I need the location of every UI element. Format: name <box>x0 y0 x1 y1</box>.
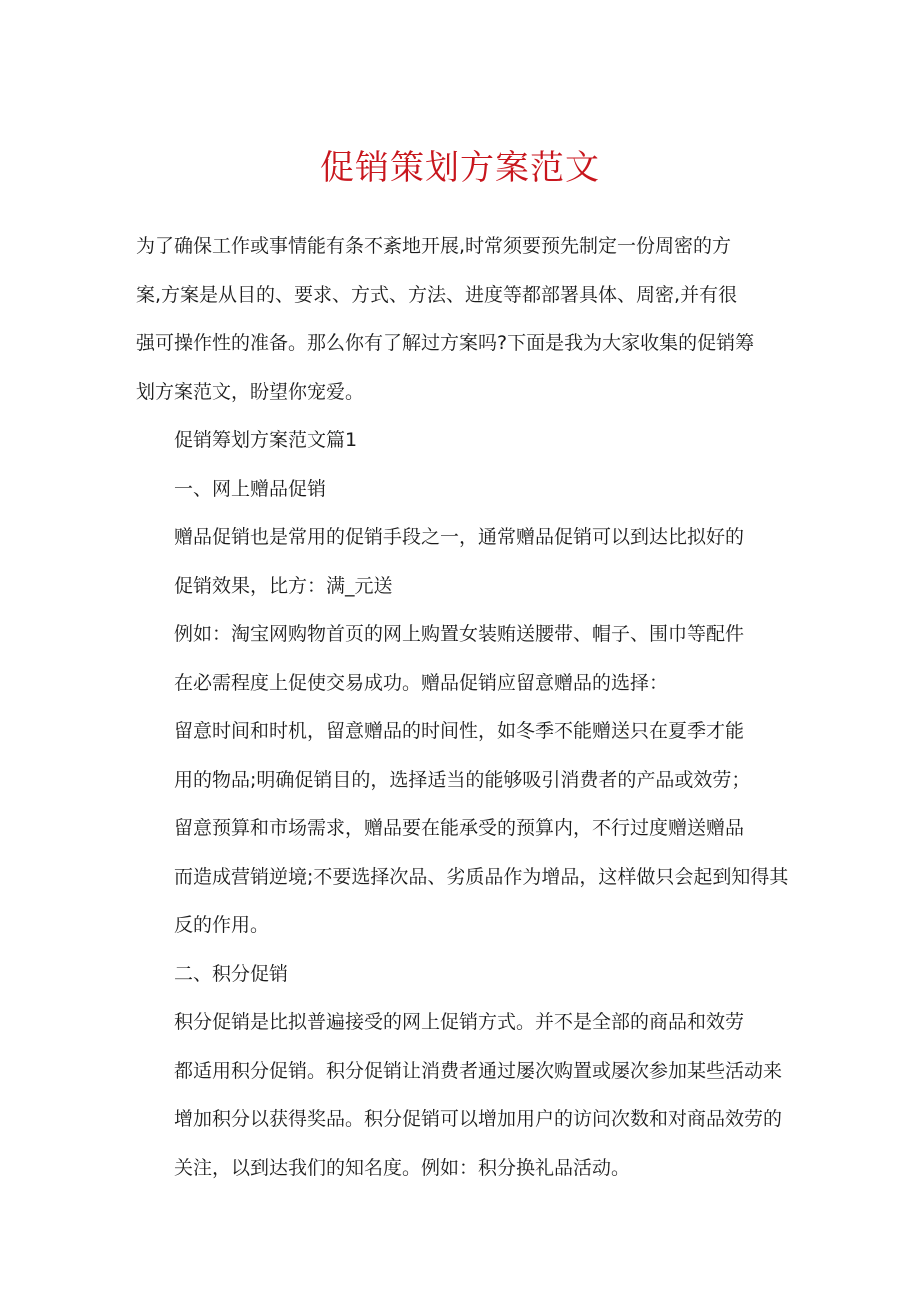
paragraph <box>136 513 786 610</box>
paragraph <box>136 998 786 1192</box>
paragraph <box>136 465 786 514</box>
text-line: 例如：淘宝网购物首页的网上购置女装贿送腰带、帽子、围巾等配件 <box>174 623 745 645</box>
document-body <box>136 222 789 1192</box>
text-line: 反的作用。 <box>174 914 270 936</box>
paragraph <box>136 707 786 804</box>
text-line: 促销筹划方案范文篇1 <box>174 429 358 451</box>
text-line: 赠品促销也是常用的促销手段之一，通常赠品促销可以到达比拟好的 <box>174 526 745 548</box>
paragraph <box>136 222 786 416</box>
text-line: 在必需程度上促使交易成功。赠品促销应留意赠品的选择： <box>174 671 669 694</box>
text-line: 都适用积分促销。积分促销让消费者通过屡次购置或屡次参加某些活动来 <box>174 1059 783 1082</box>
text-line: 二、积分促销 <box>174 962 289 985</box>
text-line: 为了确保工作或事情能有条不紊地开展,时常须要预先制定一份周密的方 <box>136 235 732 257</box>
text-line: 用的物品;明确促销目的，选择适当的能够吸引消费者的产品或效劳； <box>174 768 751 791</box>
text-line: 强可操作性的准备。那么你有了解过方案吗?下面是我为大家收集的促销筹 <box>136 332 755 354</box>
text-line: 而造成营销逆境;不要选择次品、劣质品作为增品，这样做只会起到知得其 <box>174 865 789 888</box>
paragraph <box>136 950 786 999</box>
document-title: 促销策划方案范文 <box>320 148 600 188</box>
text-line: 积分促销是比拟普遍接受的网上促销方式。并不是全部的商品和效劳 <box>174 1011 745 1033</box>
paragraph <box>136 804 789 950</box>
text-line: 案,方案是从目的、要求、方式、方法、进度等都部署具体、周密,并有很 <box>136 283 738 306</box>
paragraph <box>136 416 786 465</box>
text-line: 一、网上赠品促销 <box>174 477 327 500</box>
paragraph <box>136 610 786 707</box>
text-line: 增加积分以获得奖品。积分促销可以增加用户的访问次数和对商品效劳的 <box>174 1108 783 1130</box>
text-line: 划方案范文，盼望你宠爱。 <box>136 380 365 403</box>
text-line: 关注，以到达我们的知名度。例如：积分换礼品活动。 <box>174 1156 631 1179</box>
text-line: 留意预算和市场需求，赠品要在能承受的预算内，不行过度赠送赠品 <box>174 817 745 839</box>
text-line: 留意时间和时机，留意赠品的时间性，如冬季不能赠送只在夏季才能 <box>174 720 745 742</box>
text-line: 促销效果，比方：满_元送 <box>174 574 393 597</box>
